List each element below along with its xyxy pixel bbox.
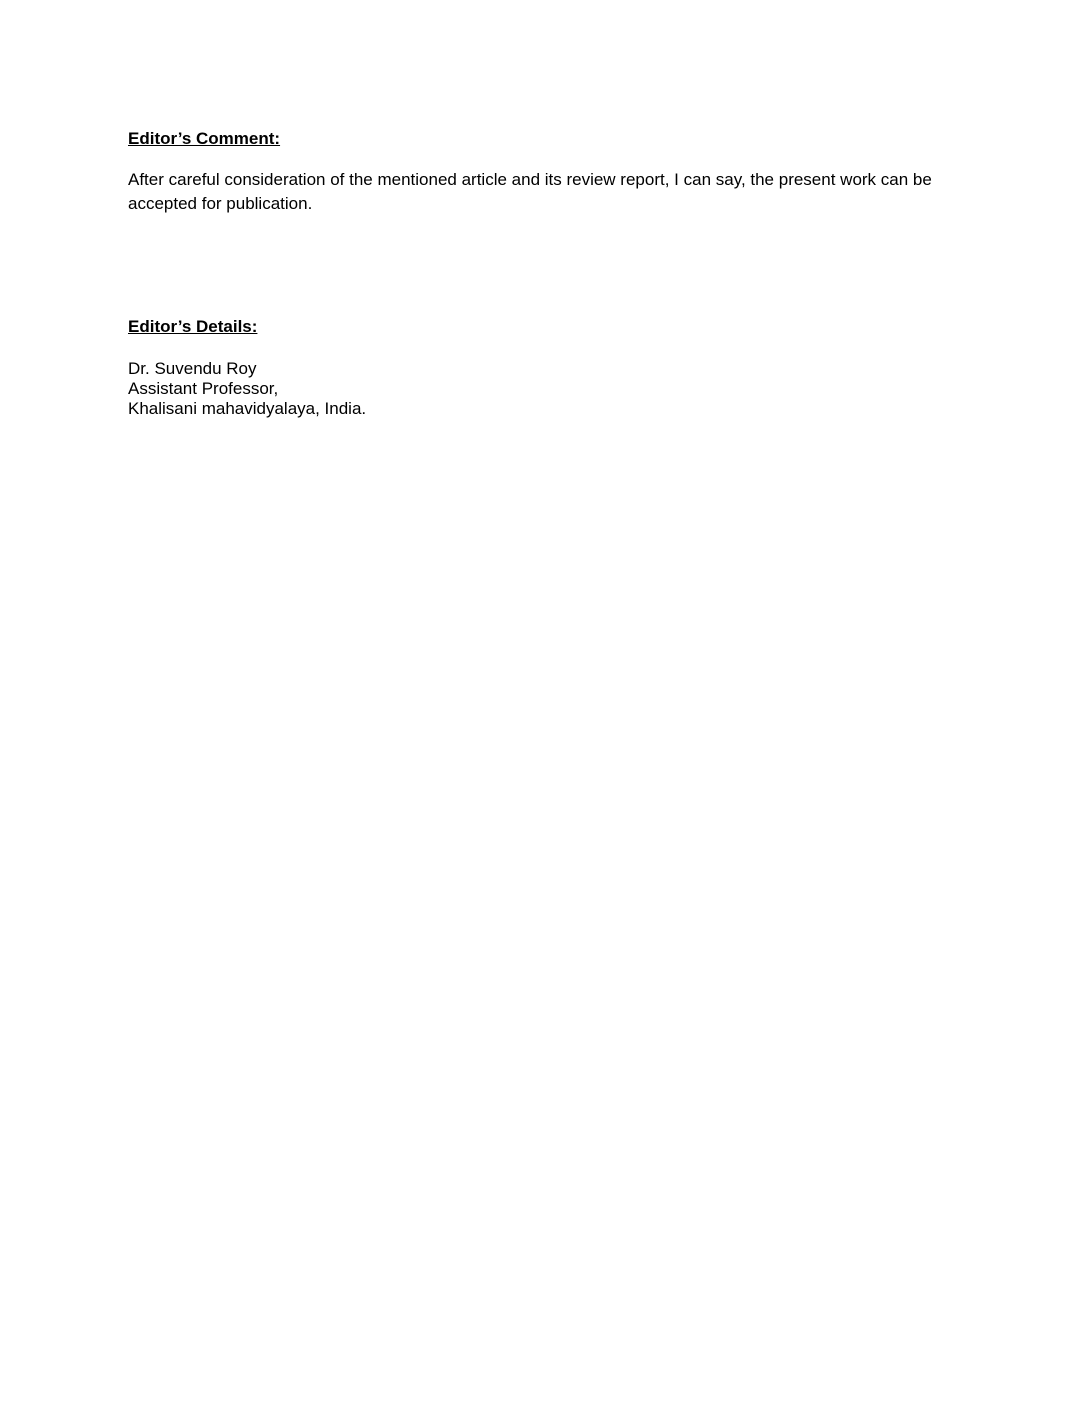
- editors-details-heading: Editor’s Details:: [128, 317, 258, 336]
- editor-position: Assistant Professor,: [128, 379, 279, 398]
- editor-name: Dr. Suvendu Roy: [128, 359, 257, 378]
- editor-affiliation: Khalisani mahavidyalaya, India.: [128, 399, 367, 418]
- editors-details-block: [128, 359, 366, 419]
- editors-comment-text: After careful consideration of the mentioned article and its review report, I can say, the present work can be accepted for publication.: [128, 170, 932, 213]
- editors-comment-heading: Editor’s Comment:: [128, 129, 281, 148]
